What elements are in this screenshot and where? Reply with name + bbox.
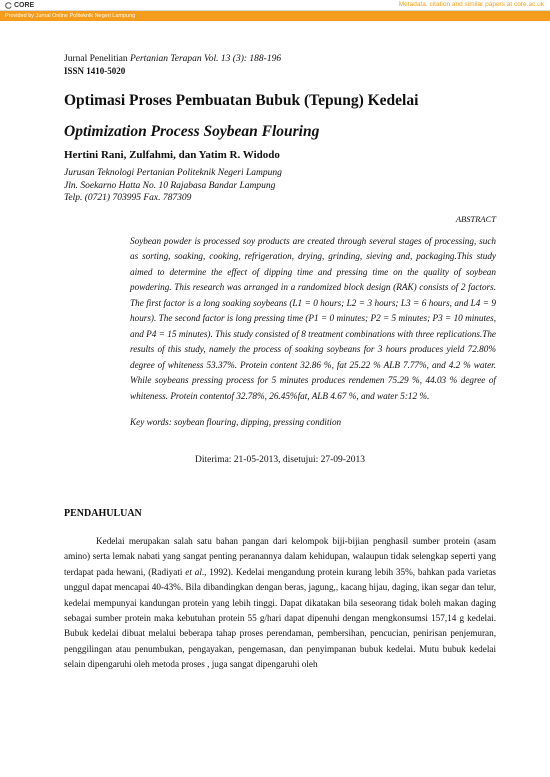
paragraph-text-part1: Kedelai merupakan salah satu bahan pangan dari kelompok biji-bijian penghasil sumber protein (asam amino) serta lemak nabati yang sangat penting peranannya dalam kehidupan, walaupun tidak selengkap seperti yang terdapat pada hewani, (Radiyati bbox=[64, 536, 496, 577]
core-logo-icon bbox=[5, 2, 12, 9]
received-accepted-dates: Diterima: 21-05-2013, disetujui: 27-09-2013 bbox=[195, 455, 365, 465]
core-banner bbox=[0, 0, 550, 11]
core-logo[interactable] bbox=[5, 0, 34, 10]
metadata-link[interactable]: Metadata, citation and similar papers at core.ac.uk bbox=[398, 1, 544, 8]
journal-name: Jurnal Penelitian bbox=[64, 54, 128, 64]
journal-volume: Pertanian Terapan Vol. 13 (3): 188-196 bbox=[129, 54, 282, 64]
affiliation-department: Jurusan Teknologi Pertanian Politeknik Negeri Lampung bbox=[64, 168, 282, 178]
affiliation bbox=[64, 167, 496, 205]
affiliation-address: Jln. Soekarno Hatta No. 10 Rajabasa Bandar Lampung bbox=[64, 180, 276, 191]
provided-by-text[interactable]: Provided by Jurnal Online Politeknik Negeri Lampung bbox=[5, 13, 136, 19]
section-heading: PENDAHULUAN bbox=[64, 508, 142, 519]
journal-citation bbox=[64, 53, 496, 65]
issn: ISSN 1410-5020 bbox=[64, 66, 126, 76]
provided-by-banner bbox=[0, 11, 550, 21]
affiliation-phone: Telp. (0721) 703995 Fax. 787309 bbox=[64, 193, 192, 203]
paper-title-indonesian: Optimasi Proses Pembuatan Bubuk (Tepung) Kedelai bbox=[64, 92, 419, 109]
authors: Hertini Rani, Zulfahmi, dan Yatim R. Widodo bbox=[64, 149, 280, 161]
abstract-body: Soybean powder is processed soy products are created through several stages of processing, such as sorting, soaking, cooking, refrigeration, drying, grinding, sieving and, packaging.This study aimed to determine the effect of dipping time and pressing time on the quality of soybean powdering. This research was arranged in a randomized block design (RAK) consists of 2 factors. The first factor is a long soaking soybeans (L1 = 0 hours; L2 = 3 hours; L3 = 6 hours, and L4 = 9 hours). The second factor is long pressing time (P1 = 0 minutes; P2 = 5 minutes; P3 = 10 minutes, and P4 = 15 minutes). This study consisted of 8 treatment combinations with three replications.The results of this study, namely the process of soaking soybeans for 3 hours produces yield 72.80% degree of whiteness 53.37%. Protein content 32.86 %, fat 25.22 % ALB 7.77%, and 4.2 % water. While soybeans pressing process for 5 minutes produces rendemen 75.29 %, 44.03 % degree of whiteness. Protein contentof 32.78%, 26.45%fat, ALB 4.67 %, and water 5:12 %. bbox=[130, 235, 496, 401]
citation-et-al: et al bbox=[185, 566, 202, 577]
paragraph-text-part2: ., 1992). Kedelai mengandung protein kurang lebih 35%, bahkan pada varietas unggul dapat mencapai 40-43%. Bila dibandingkan dengan beras, jagung,, kacang hijau, daging, ikan segar dan telur, kedelai mempunyai kandungan protein yang lebih tinggi. Dapat dikatakan bila seseorang tidak boleh makan daging sebagai sumber protein maka kebutuhan protein 55 g/hari dapat dipenuhi dengan mengkonsumsi 157,14 g kedelai. Bubuk kedelai dibuat melalui beberapa tahap proses perendaman, pembersihan, pencucian, penirisan penjemuran, penggilingan atau penumbukan, pengayakan, pengemasan, dan penyimpanan bubuk kedelai. Mutu bubuk kedelai selain dipengaruhi oleh metoda proses , juga sangat dipengaruhi oleh bbox=[64, 566, 496, 670]
keywords: Key words: soybean flouring, dipping, pressing condition bbox=[130, 417, 342, 427]
abstract-heading: ABSTRACT bbox=[455, 213, 496, 224]
core-logo-text: CORE bbox=[14, 1, 35, 9]
paper-page bbox=[64, 53, 496, 673]
paper-title-english: Optimization Process Soybean Flouring bbox=[64, 123, 320, 140]
introduction-paragraph bbox=[64, 534, 496, 673]
